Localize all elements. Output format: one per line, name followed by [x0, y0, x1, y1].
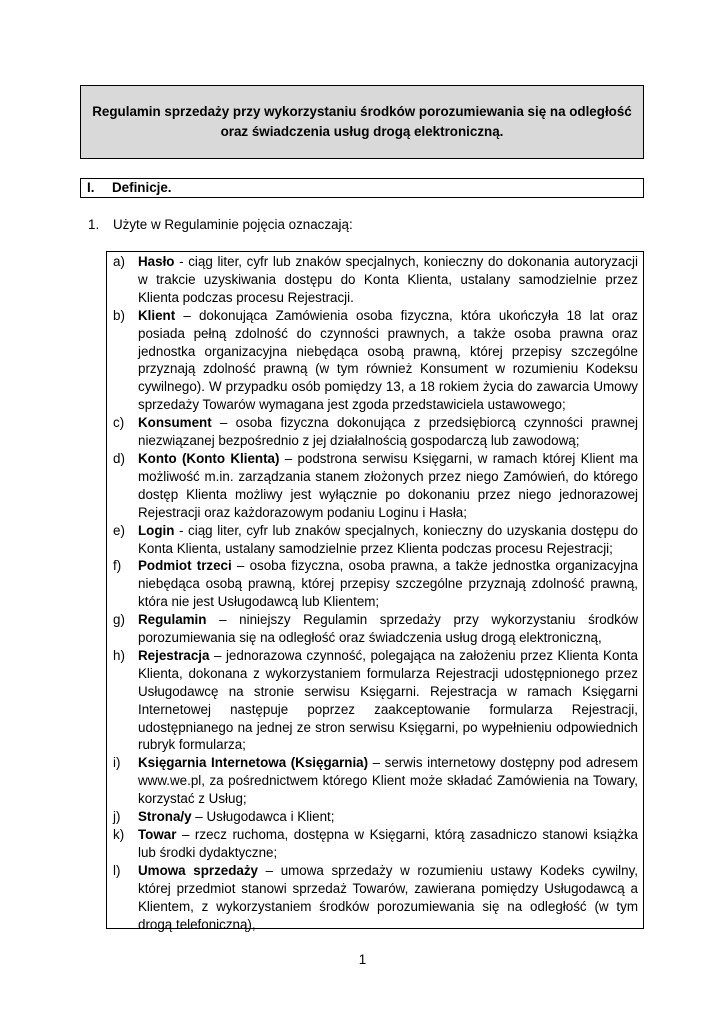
definition-term: Hasło	[138, 254, 175, 269]
definition-item	[107, 826, 638, 862]
definition-text: – umowa sprzedaży w rozumieniu ustawy Kodeks cywilny, której przedmiot stanowi sprzedaż Towarów, zawierana pomiędzy Usługodawcą a Klientem, z wykorzystaniem środków porozumiewania się na odległość (w tym drogą telefoniczną),	[138, 862, 638, 932]
definition-term: Login	[138, 522, 175, 538]
definition-text: – serwis internetowy dostępny pod adresem www.we.pl, za pośrednictwem którego Klient może składać Zamówienia na Towary, korzystać z Usług;	[138, 755, 638, 807]
definition-item	[107, 414, 638, 450]
intro-number: 1.	[88, 217, 100, 232]
definitions-list	[106, 251, 644, 932]
definition-item	[107, 557, 638, 611]
definition-letter: e)	[113, 522, 125, 538]
definition-term: Umowa sprzedaży	[138, 862, 258, 878]
intro-text: Użyte w Regulaminie pojęcia oznaczają:	[113, 217, 353, 232]
definition-text: – jednorazowa czynność, polegająca na założeniu przez Klienta Konta Klienta, dokonana z wykorzystaniem formularza Rejestracji udostępnionego przez Usługodawcę na stronie serwisu Księgarni. Rejestracja w ramach Księgarni Internetowej następuje poprzez zaakceptowanie formularza Rejestracji, udostępnianego na jednej ze stron serwisu Księgarni, po wypełnieniu odpowiednich rubryk formularza;	[138, 647, 638, 753]
definition-term: Księgarnia Internetowa (Księgarnia)	[138, 755, 369, 771]
definition-term: Regulamin	[138, 612, 207, 628]
definition-term: Rejestracja	[138, 647, 210, 663]
definition-letter: l)	[113, 862, 121, 878]
definition-item	[107, 307, 638, 414]
section-number: I.	[87, 180, 95, 195]
definition-letter: j)	[113, 809, 121, 825]
definition-term: Towar	[138, 827, 177, 842]
section-heading	[80, 178, 644, 198]
definition-term: Konto (Konto Klienta)	[138, 450, 280, 466]
definition-term: Podmiot trzeci	[138, 558, 232, 574]
definition-text: – osoba fizyczna dokonująca z przedsiębiorcą czynności prawnej niezwiązanej bezpośrednio z jej działalnością gospodarczą lub zawodową;	[138, 415, 638, 449]
definition-text: – rzecz ruchoma, dostępna w Księgarni, którą zasadniczo stanowi książka lub środki dydaktyczne;	[138, 827, 638, 860]
definition-text: – podstrona serwisu Księgarni, w ramach której Klient ma możliwość m.in. zarządzania stanem złożonych przez niego Zamówień, do którego dostęp Klienta możliwy jest wyłącznie po dokonaniu przez niego jednorazowej Rejestracji oraz każdorazowym podaniu Loginu i Hasła;	[138, 450, 638, 520]
page-number: 1	[358, 952, 367, 967]
definition-letter: b)	[113, 307, 125, 323]
document-title	[80, 85, 644, 159]
title-line-1: Regulamin sprzedaży przy wykorzystaniu środków porozumiewania się na odległość	[92, 104, 632, 119]
definition-item	[107, 754, 638, 808]
definition-term: Klient	[138, 307, 176, 323]
title-line-2: oraz świadczenia usług drogą elektroniczną.	[220, 124, 504, 139]
definition-letter: d)	[113, 450, 125, 466]
definition-letter: f)	[113, 558, 122, 574]
definition-text: – niniejszy Regulamin sprzedaży przy wykorzystaniu środków porozumiewania się na odległość oraz świadczenia usług drogą elektroniczną,	[138, 612, 638, 646]
definition-item	[107, 522, 638, 558]
definition-text: – dokonująca Zamówienia osoba fizyczna, która ukończyła 18 lat oraz posiada pełną zdolność do czynności prawnych, a także osoba prawna oraz jednostka organizacyjna niebędąca osobą prawną, której przepisy szczególne przyznają zdolność prawną (w tym również Konsument w rozumieniu Kodeksu cywilnego). W przypadku osób pomiędzy 13, a 18 rokiem życia do zawarcia Umowy sprzedaży Towarów wymagana jest zgoda przedstawiciela ustawowego;	[138, 307, 638, 413]
definition-item	[107, 647, 638, 754]
definition-item	[107, 862, 638, 934]
definition-item	[107, 611, 638, 647]
definition-text: – osoba fizyczna, osoba prawna, a także jednostka organizacyjna niebędąca osobą prawną, której przepisy szczególne przyznają zdolność prawną, która nie jest Usługodawcą lub Klientem;	[138, 558, 638, 610]
section-label: Definicje.	[112, 180, 172, 195]
definition-text: - ciąg liter, cyfr lub znaków specjalnych, konieczny do dokonania autoryzacji w trakcie uzyskiwania dostępu do Konta Klienta, ustalany samodzielnie przez Klienta podczas procesu Rejestracji.	[138, 254, 638, 305]
definition-letter: a)	[113, 254, 125, 269]
definition-item	[107, 808, 638, 826]
definition-letter: g)	[113, 612, 125, 628]
definition-term: Konsument	[138, 415, 212, 431]
definition-item	[107, 253, 638, 307]
definition-term: Strona/y	[138, 809, 192, 825]
definition-item	[107, 450, 638, 522]
definition-letter: c)	[113, 415, 125, 431]
definition-letter: i)	[113, 755, 121, 771]
definition-text: - ciąg liter, cyfr lub znaków specjalnych, konieczny do uzyskania dostępu do Konta Klienta, ustalany samodzielnie przez Klienta podczas procesu Rejestracji;	[138, 522, 638, 556]
definition-text: – Usługodawca i Klient;	[191, 809, 335, 825]
definition-letter: k)	[113, 827, 125, 842]
definition-letter: h)	[113, 647, 125, 663]
